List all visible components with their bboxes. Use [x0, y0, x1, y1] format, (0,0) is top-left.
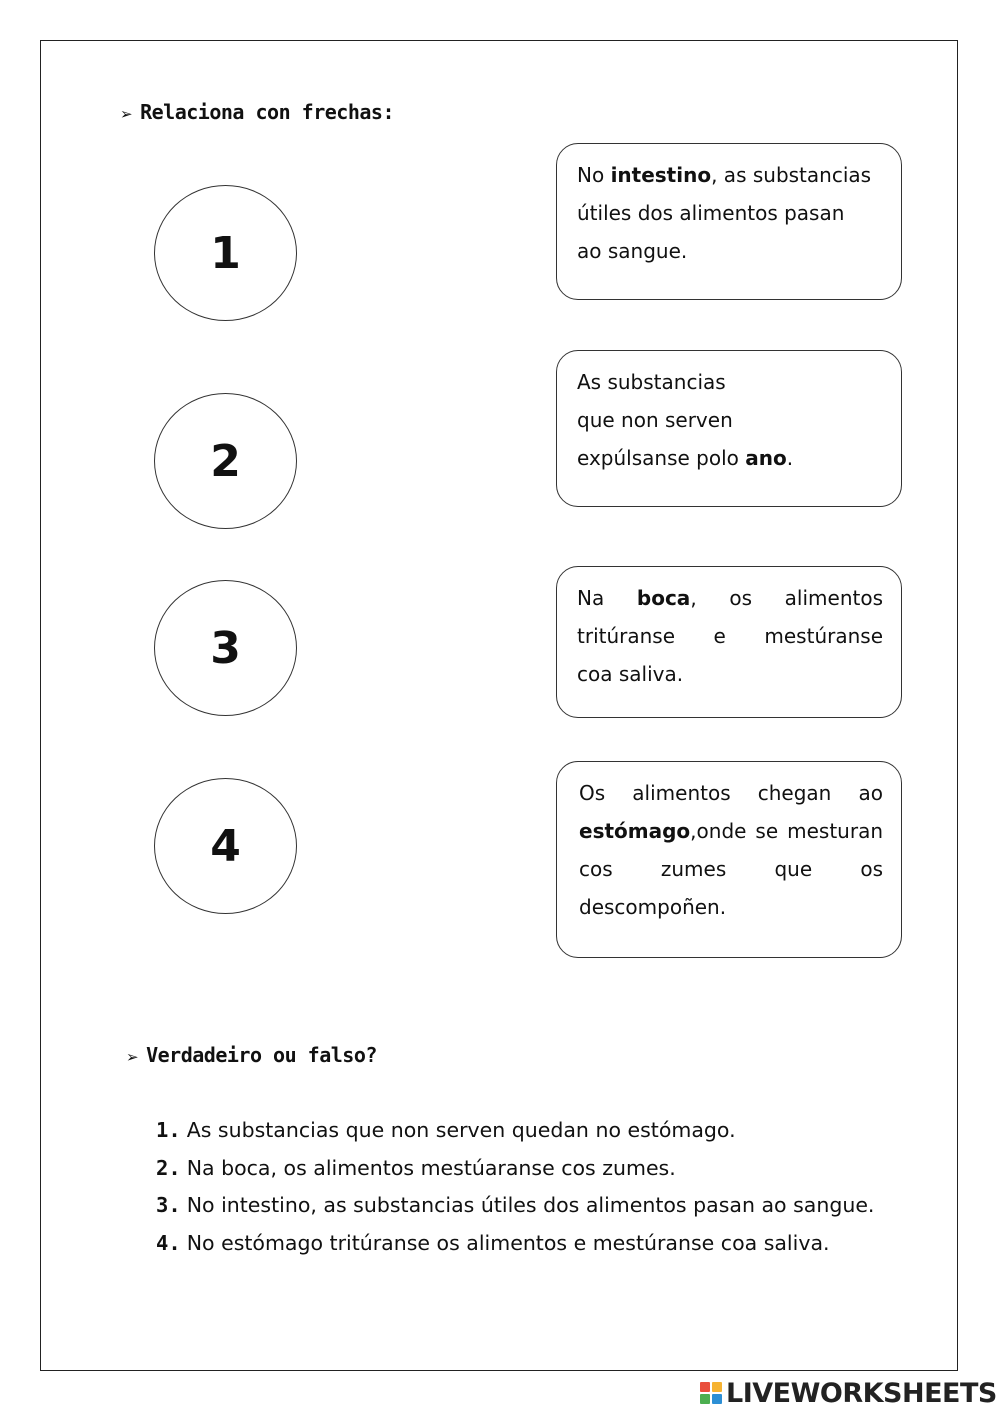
circle-number: 3 — [210, 622, 241, 674]
box-line: que non serven — [577, 408, 733, 432]
list-item[interactable]: 3. No intestino, as substancias útiles dos alimentos pasan ao sangue. — [156, 1193, 875, 1217]
list-item[interactable]: 1. As substancias que non serven quedan no estómago. — [156, 1118, 736, 1142]
box-line: útiles dos alimentos pasan — [577, 201, 845, 225]
true-false-list — [156, 1112, 874, 1262]
box-line: cos zumes que os — [579, 857, 883, 881]
liveworksheets-logo-icon — [700, 1382, 722, 1404]
list-item[interactable]: 4. No estómago tritúranse os alimentos e mestúranse coa saliva. — [156, 1230, 830, 1255]
box-line: As substancias — [577, 370, 726, 394]
circle-number: 1 — [210, 227, 241, 279]
box-line: estómago,onde se mesturan — [579, 819, 883, 843]
watermark-text: LIVEWORKSHEETS — [726, 1377, 997, 1409]
box-line: Os alimentos chegan ao — [579, 781, 883, 805]
box-line: tritúranse e mestúranse — [577, 624, 883, 648]
box-line: descompoñen. — [579, 895, 727, 919]
number-circle-4[interactable] — [154, 778, 297, 914]
statement-box-estomago[interactable] — [556, 761, 902, 958]
heading-text: Verdadeiro ou falso? — [146, 1043, 377, 1067]
box-line: No intestino, as substancias — [577, 163, 872, 187]
section-heading-verdadeiro — [126, 1043, 377, 1067]
arrow-bullet-icon: ➢ — [126, 1048, 139, 1066]
number-circle-3[interactable] — [154, 580, 297, 716]
statement-box-intestino[interactable] — [556, 143, 902, 300]
list-item[interactable]: 2. Na boca, os alimentos mestúaranse cos zumes. — [156, 1155, 676, 1180]
number-circle-1[interactable] — [154, 185, 297, 321]
circle-number: 2 — [210, 435, 241, 487]
liveworksheets-watermark — [700, 1378, 997, 1408]
statement-box-ano[interactable] — [556, 350, 902, 507]
arrow-bullet-icon: ➢ — [120, 105, 133, 123]
statement-box-boca[interactable] — [556, 566, 902, 718]
box-line: ao sangue. — [577, 239, 688, 263]
box-line: expúlsanse polo ano. — [577, 446, 794, 470]
heading-text: Relaciona con frechas: — [140, 100, 394, 124]
section-heading-relaciona — [120, 100, 394, 124]
box-line: Na boca, os alimentos — [577, 586, 883, 610]
box-line: coa saliva. — [577, 662, 684, 686]
number-circle-2[interactable] — [154, 393, 297, 529]
circle-number: 4 — [210, 820, 241, 872]
